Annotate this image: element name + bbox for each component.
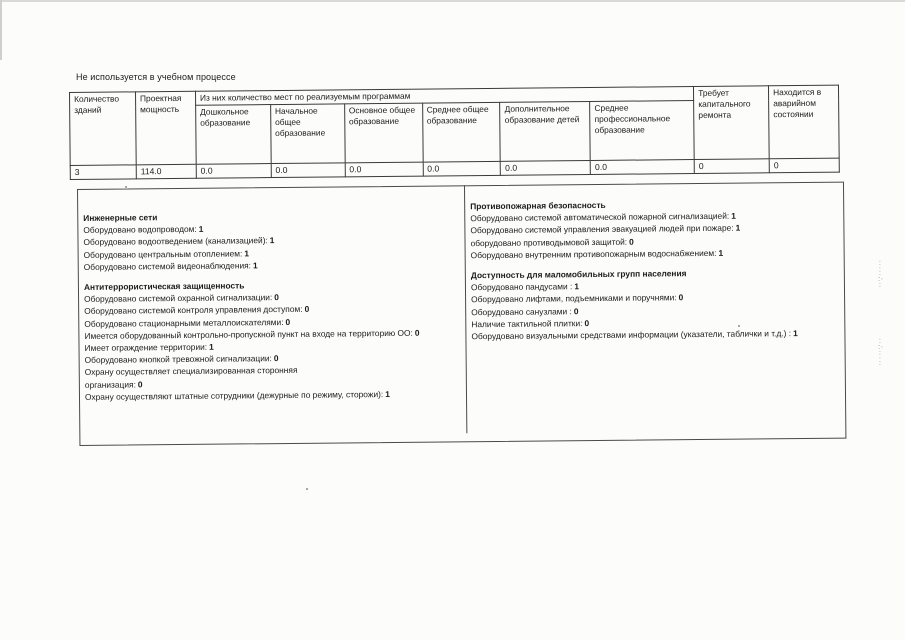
- value-buildings: 3: [70, 165, 136, 180]
- value-emergency: 0: [769, 158, 839, 173]
- header-vocational: Среднее профессиональное образование: [590, 101, 694, 161]
- info-label: Охрану осуществляет специализированная сторонняя организация:: [84, 365, 298, 390]
- scan-edge-top: [0, 0, 905, 2]
- value-basic: 0.0: [345, 162, 423, 177]
- info-label: Оборудовано пандусами :: [470, 281, 573, 293]
- info-label: Оборудовано стационарными металлоискателями:: [84, 316, 284, 329]
- section-title-fire-safety: Противопожарная безопасность: [470, 199, 606, 212]
- scan-speck: [125, 186, 127, 188]
- info-label: Оборудовано внутренним противопожарным водоснабжением:: [470, 247, 717, 261]
- page-title: Не используется в учебном процессе: [76, 72, 236, 82]
- info-value: 1: [574, 281, 580, 292]
- info-label: Оборудовано водоотведением (канализацией):: [83, 235, 268, 248]
- info-line: [471, 327, 841, 343]
- info-value: 0: [137, 379, 143, 390]
- info-label: Оборудовано санузлами :: [471, 305, 572, 317]
- info-label: Оборудовано визуальными средствами информации (указатели, таблички и т.д.) :: [471, 328, 792, 342]
- info-value: 1: [793, 328, 798, 339]
- info-value: 1: [209, 341, 214, 352]
- right-column: [470, 197, 841, 343]
- info-label: Оборудовано водопроводом:: [83, 224, 197, 236]
- header-additional-children: Дополнительное образование детей: [500, 102, 590, 162]
- margin-stamp-mark: ··∴·····: [876, 338, 883, 367]
- info-value: 0: [584, 317, 590, 328]
- value-preschool: 0.0: [196, 164, 271, 179]
- header-primary: Начальное общее образование: [270, 104, 344, 164]
- info-label: Оборудовано центральным отоплением:: [83, 248, 243, 260]
- header-needs-repair: Требует капитального ремонта: [694, 86, 770, 160]
- header-secondary: Среднее общее образование: [422, 102, 500, 162]
- value-vocational: 0.0: [590, 160, 694, 175]
- info-label: Имеется оборудованный контрольно-пропускной пункт на входе на территорию ОО:: [84, 327, 413, 341]
- info-value: 1: [735, 223, 741, 234]
- info-value: 0: [274, 292, 279, 303]
- header-buildings: Количество зданий: [70, 92, 137, 166]
- info-label: Охрану осуществляют штатные сотрудники (дежурные по режиму, сторожи):: [84, 388, 384, 402]
- info-label: Оборудовано лифтами, подъемниками и поручнями:: [471, 292, 677, 305]
- header-preschool: Дошкольное образование: [195, 105, 270, 165]
- info-value: 1: [718, 247, 724, 258]
- info-label: оборудовано противодымовой защитой:: [470, 236, 628, 248]
- capacity-table: [69, 85, 840, 180]
- info-value: 1: [385, 388, 390, 399]
- info-label: Оборудовано кнопкой тревожной сигнализации:: [84, 353, 272, 366]
- value-primary: 0.0: [271, 163, 345, 178]
- info-value: 1: [252, 260, 258, 271]
- info-value: 0: [573, 305, 579, 316]
- info-value: 0: [629, 236, 634, 247]
- scan-speck: [306, 488, 308, 490]
- value-secondary: 0.0: [423, 161, 501, 176]
- header-emergency: Находится в аварийном состоянии: [769, 85, 840, 159]
- info-value: 0: [304, 304, 310, 315]
- info-value: 0: [285, 316, 291, 327]
- left-column: [83, 208, 463, 403]
- facility-info-panel: [77, 182, 846, 446]
- value-design-capacity: 114.0: [136, 164, 196, 179]
- info-label: Оборудовано системой управления эвакуацией людей при пожаре:: [470, 223, 734, 236]
- value-needs-repair: 0: [694, 159, 769, 174]
- info-value: 0: [414, 327, 420, 338]
- info-value: 0: [678, 292, 684, 303]
- info-label: Наличие тактильной плитки:: [471, 317, 583, 330]
- info-value: 1: [198, 223, 204, 235]
- info-label: Оборудовано системой контроля управления доступом:: [84, 304, 303, 317]
- header-programs-group: Из них количество мест по реализуемым программам: [195, 87, 693, 106]
- info-label: Оборудовано системой охранной сигнализации:: [84, 292, 273, 305]
- info-label: Оборудовано системой автоматической пожарной сигнализацией:: [470, 210, 730, 224]
- section-title-antiterror: Антитеррористическая защищенность: [83, 280, 245, 292]
- info-line: [85, 387, 463, 403]
- info-line: [85, 364, 345, 391]
- section-title-engineering: Инженерные сети: [83, 212, 158, 223]
- info-value: 1: [244, 247, 250, 259]
- info-value: 0: [273, 353, 279, 364]
- info-label: Оборудовано системой видеонаблюдения:: [83, 260, 252, 272]
- info-label: Имеет ограждение территории:: [84, 341, 208, 353]
- info-value: 1: [269, 235, 275, 246]
- value-additional-children: 0.0: [501, 160, 591, 175]
- section-title-accessibility: Доступность для маломобильных групп населения: [470, 268, 687, 281]
- margin-stamp-mark: ·····∴··: [876, 260, 883, 289]
- scan-edge-left: [0, 0, 2, 60]
- scan-speck: [738, 325, 740, 327]
- header-basic: Основное общее образование: [344, 103, 422, 163]
- column-divider: [464, 185, 467, 433]
- header-design-capacity: Проектная мощность: [135, 91, 196, 165]
- info-value: 1: [731, 210, 736, 221]
